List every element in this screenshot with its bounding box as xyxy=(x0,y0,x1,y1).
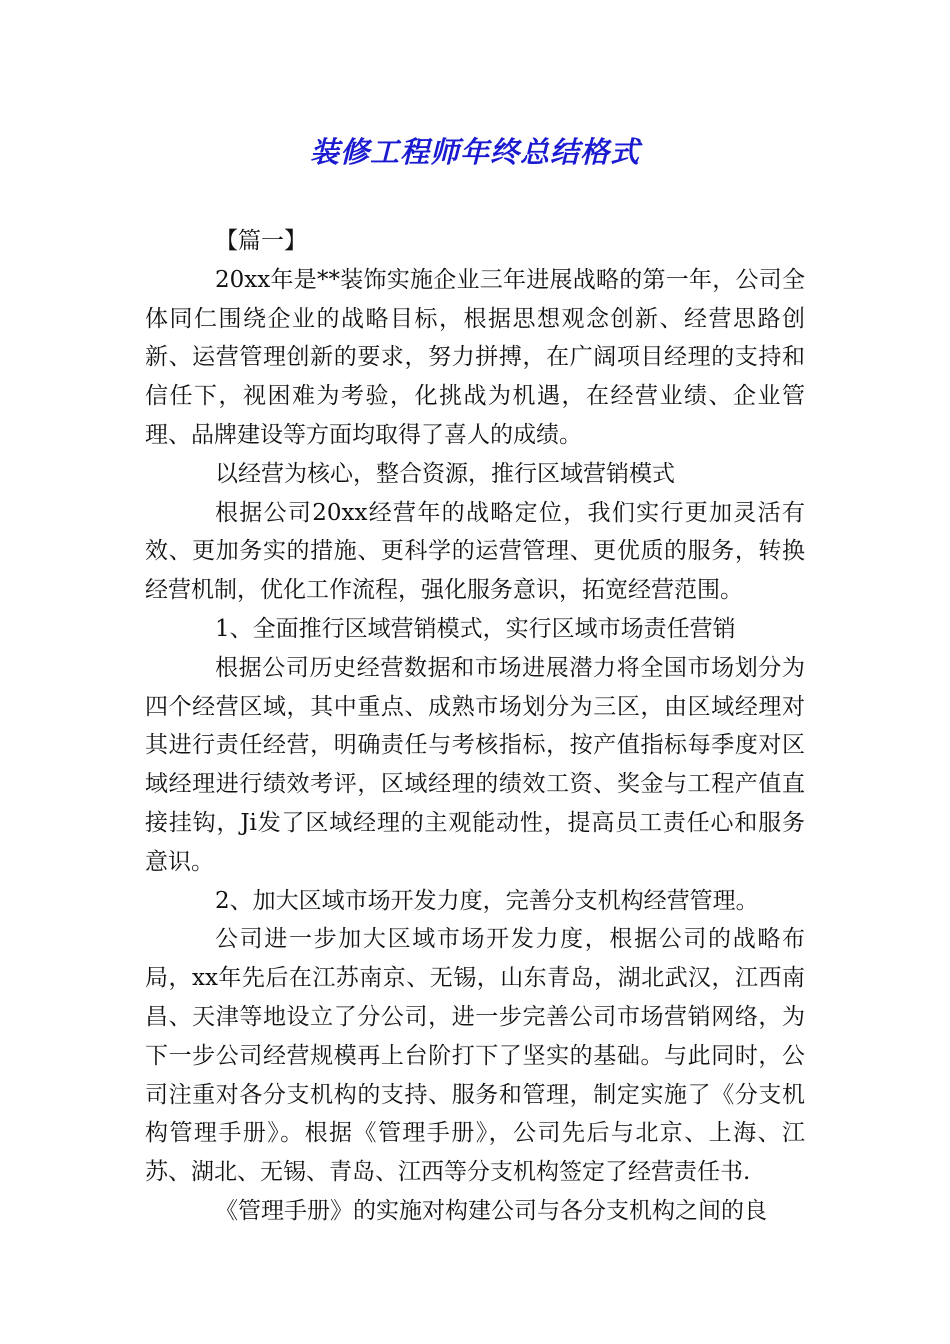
body-paragraph: 公司进一步加大区域市场开发力度，根据公司的战略布局，xx年先后在江苏南京、无锡，山东青岛，湖北武汉，江西南昌、天津等地设立了分公司，进一步完善公司市场营销网络，为下一步公司经营规模再上台阶打下了坚实的基础。与此同时，公司注重对各分支机构的支持、服务和管理，制定实施了《分支机构管理手册》。根据《管理手册》，公司先后与北京、上海、江苏、湖北、无锡、青岛、江西等分支机构签定了经营责任书. xyxy=(145,926,805,1186)
section-heading: 【篇一】 xyxy=(215,228,307,254)
subheading: 以经营为核心，整合资源，推行区域营销模式 xyxy=(215,460,675,487)
body-paragraph: 根据公司历史经营数据和市场进展潜力将全国市场划分为四个经营区域，其中重点、成熟市场划分为三区，由区域经理对其进行责任经营，明确责任与考核指标，按产值指标每季度对区域经理进行绩效考评，区域经理的绩效工资、奖金与工程产值直接挂钩，Ji发了区域经理的主观能动性，提高员工责任心和服务意识。 xyxy=(145,654,805,875)
subheading: 1、全面推行区域营销模式，实行区域市场责任营销 xyxy=(215,615,736,642)
document-body xyxy=(145,222,805,1231)
document-title: 装修工程师年终总结格式 xyxy=(309,135,640,169)
body-paragraph: 根据公司20xx经营年的战略定位，我们实行更加灵活有效、更加务实的措施、更科学的运营管理、更优质的服务，转换经营机制，优化工作流程，强化服务意识，拓宽经营范围。 xyxy=(145,499,805,604)
subheading: 2、加大区域市场开发力度，完善分支机构经营管理。 xyxy=(215,887,759,914)
body-paragraph: 20xx年是**装饰实施企业三年进展战略的第一年，公司全体同仁围绕企业的战略目标，根据思想观念创新、经营思路创新、运营管理创新的要求，努力拼搏，在广阔项目经理的支持和信任下，视困难为考验，化挑战为机遇，在经营业绩、企业管理、品牌建设等方面均取得了喜人的成绩。 xyxy=(145,266,805,448)
body-paragraph: 《管理手册》的实施对构建公司与各分支机构之间的良 xyxy=(215,1197,767,1224)
